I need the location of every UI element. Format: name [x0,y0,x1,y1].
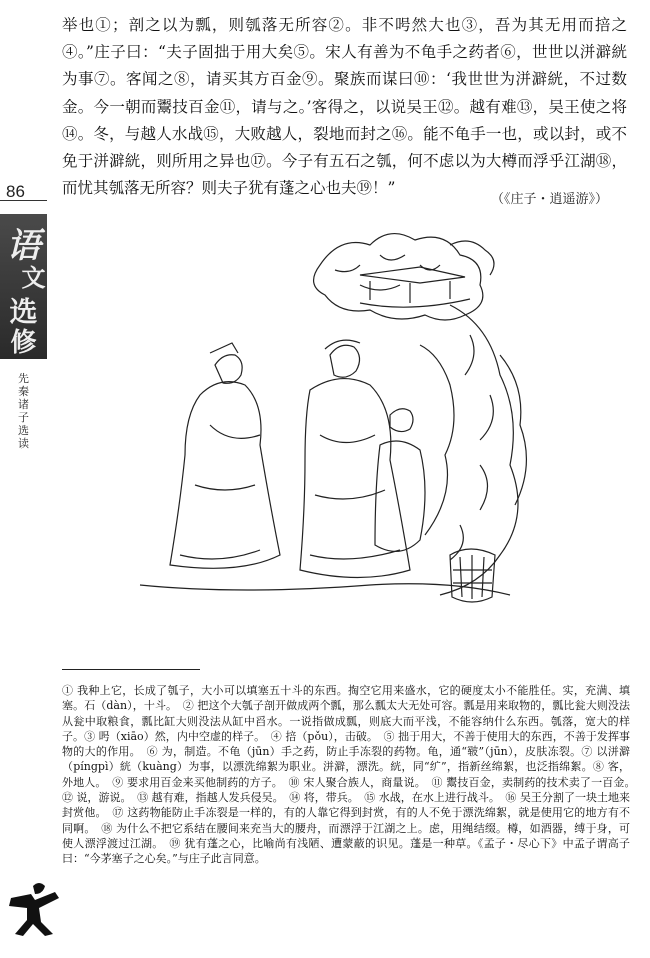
passage-text: 举也①；剖之以为瓢，则瓠落无所容②。非不呺然大也③，吾为其无用而掊之④。”庄子曰：“夫子固拙于用大矣⑤。宋人有善为不龟手之药者⑥，世世以洴澼絖为事⑦。客闻之⑧，请买其方百金⑨。聚族而谋曰⑩：‘我世世为洴澼絖，不过数金。今一朝而鬻技百金⑪，请与之。’客得之，以说吴王⑫。越有难⑬，吴王使之将⑭。冬，与越人水战⑮，大败越人，裂地而封之⑯。能不龟手一也，或以封，或不免于洴澼絖，则所用之异也⑰。今子有五石之瓠，何不虑以为大樽而浮乎江湖⑱，而忧其瓠落无所容？则夫子犹有蓬之心也夫⑲！” [62,16,627,198]
sidebar-subtitle: 先秦诸子选读 [18,372,29,450]
sidebar-divider [0,200,47,201]
sidebar-title-char-4: 修 [10,328,37,358]
footnotes-text: ① 我种上它，长成了瓠子，大小可以填塞五十斗的东西。掏空它用来盛水，它的硬度太小不能胜任。实，充满、填塞。石（dàn），十斗。 ② 把这个大瓠子剖开做成两个瓢，那么瓢太大无处可容。瓢是用来取物的，瓢比瓮大则没法从瓮中取粮食，瓢比缸大则没法从缸中舀水。一说指做成瓢，则底大而平浅，不能容纳什么东西。瓠落，宽大的样子。③ 呺（xiāo）然，内中空虚的样子。 ④ 掊（pǒu），击破。 ⑤ 拙于用大，不善于使用大的东西，不善于发挥事物的大的作用。 ⑥ 为，制造。不龟（jūn）手之药，防止手冻裂的药物。龟，通“皲”（jūn），皮肤冻裂。⑦ 以洴澼（píngpì）絖（kuàng）为事，以漂洗绵絮为职业。洴澼，漂洗。絖，同“纩”，指新丝绵絮，也泛指绵絮。⑧ 客，外地人。 ⑨ 要求用百金来买他制药的方子。 ⑩ 宋人聚合族人，商量说。 ⑪ 鬻技百金，卖制药的技术卖了一百金。 ⑫ 说，游说。 ⑬ 越有难，指越人发兵侵吴。 ⑭ 将，带兵。 ⑮ 水战，在水上进行战斗。 ⑯ 吴王分割了一块土地来封赏他。 ⑰ 这药物能防止手冻裂是一样的，有的人靠它得到封赏，有的人不免于漂洗绵絮，就是使用它的地方有不同啊。 ⑱ 为什么不把它系结在腰间来充当大的腰舟，而漂浮于江湖之上。虑，用绳结缀。樽，如酒器，缚于身，可使人漂浮渡过江湖。 ⑲ 犹有蓬之心，比喻尚有浅陋、遭蒙蔽的识见。蓬是一种草。《孟子・尽心下》中孟子谓高子曰：“今茅塞子之心矣。”与庄子此言同意。 [62,684,641,866]
cliff-icon [420,305,526,595]
footnotes [62,683,641,867]
pavilion-icon [360,267,470,307]
source-attribution: （《庄子・逍遥游》） [490,192,608,207]
page-number: 86 [6,182,25,201]
main-passage [62,12,627,202]
scholar-left-figure [170,343,280,568]
ground-line [140,584,510,595]
sidebar-title-char-2: 文 [21,263,46,292]
sidebar-title-char-1: 语 [6,226,41,266]
scholar-center-figure [300,340,410,577]
dancing-figure-icon [5,878,63,938]
basket-icon [450,549,495,602]
sidebar-title-char-3: 选 [9,295,38,328]
footnote-divider [62,669,200,670]
ink-illustration [120,225,590,610]
figure-right [375,409,425,552]
